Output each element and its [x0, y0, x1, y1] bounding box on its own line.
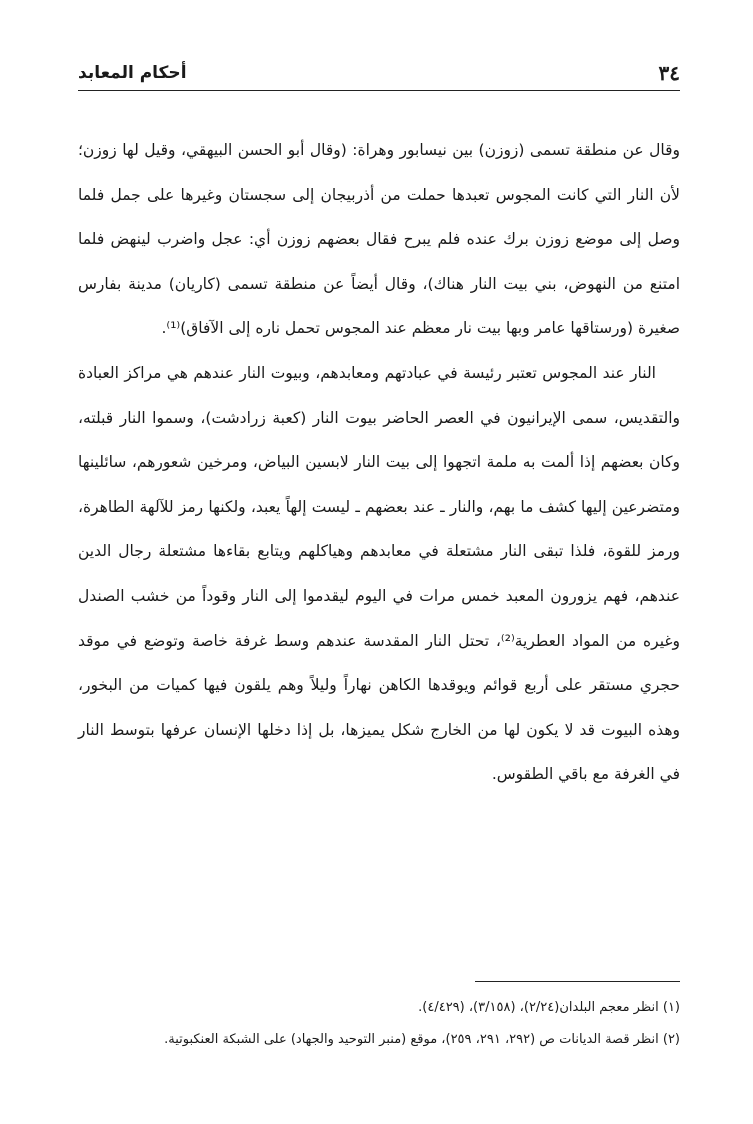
footnote-1: (١) انظر معجم البلدان(٢/٢٤)، (٣/١٥٨)، (٤/٤٢٩).: [418, 1000, 680, 1015]
footnote-divider: [475, 981, 680, 982]
running-header: [78, 56, 680, 91]
book-page: [78, 56, 680, 1096]
running-title: أحكام المعابد: [78, 63, 187, 83]
page-number: ٣٤: [658, 61, 680, 85]
paragraph-1: وقال عن منطقة تسمى (زوزن) بين نيسابور وهراة: (وقال أبو الحسن البيهقي، وقيل لها زوزن؛ لأن النار التي كانت المجوس تعبدها حملت من أذربيجان إلى سجستان وغيرها على جمل فلما وصل إلى موضع زوزن برك عنده فلم يبرح فقال بعضهم زوزن أي: عجل واضرب لينهض فلما امتنع من النهوض، بني بيت النار هناك)، وقال أيضاً عن منطقة تسمى (كاريان) مدينة بفارس صغيرة (ورستاقها عامر وبها بيت نار معظم عند المجوس تحمل ناره إلى الآفاق)⁽¹⁾.: [78, 141, 680, 338]
footnote-2: (٢) انظر قصة الديانات ص (٢٩٢، ٢٩١، ٢٥٩)، موقع (منبر التوحيد والجهاد) على الشبكة العنكبوتية.: [164, 1032, 680, 1047]
paragraph-2: النار عند المجوس تعتبر رئيسة في عبادتهم ومعابدهم، وبيوت النار عندهم هي مراكز العبادة والتقديس، سمى الإيرانيون في العصر الحاضر بيوت النار (كعبة زرادشت)، وسموا النار قبلته، وكان بعضهم إذا ألمت به ملمة اتجهوا إلى بيت النار لابسين البياض، ومرخين شعورهم، سائلينها ومتضرعين إليها كشف ما بهم، والنار ـ عند بعضهم ـ ليست إلهاً يعبد، ولكنها رمز للآلهة الطاهرة، ورمز للقوة، فلذا تبقى النار مشتعلة في معابدهم وهياكلهم ويتابع بقاءها مشتعلة رجال الدين عندهم، فهم يزورون المعبد خمس مرات في اليوم ليقدموا إلى النار وقوداً من خشب الصندل وغيره من المواد العطرية⁽²⁾، تحتل النار المقدسة عندهم وسط غرفة خاصة وتوضع في موقد حجري مستقر على أربع قوائم ويوقدها الكاهن نهاراً وليلاً وهم يلقون فيها كميات من البخور، وهذه البيوت قد لا يكون لها من الخارج شكل يميزها، بل إذا دخلها الإنسان عرفها بتوسط النار في الغرفة مع باقي الطقوس.: [78, 363, 680, 784]
footnotes: [78, 992, 680, 1056]
main-text: [78, 128, 680, 797]
